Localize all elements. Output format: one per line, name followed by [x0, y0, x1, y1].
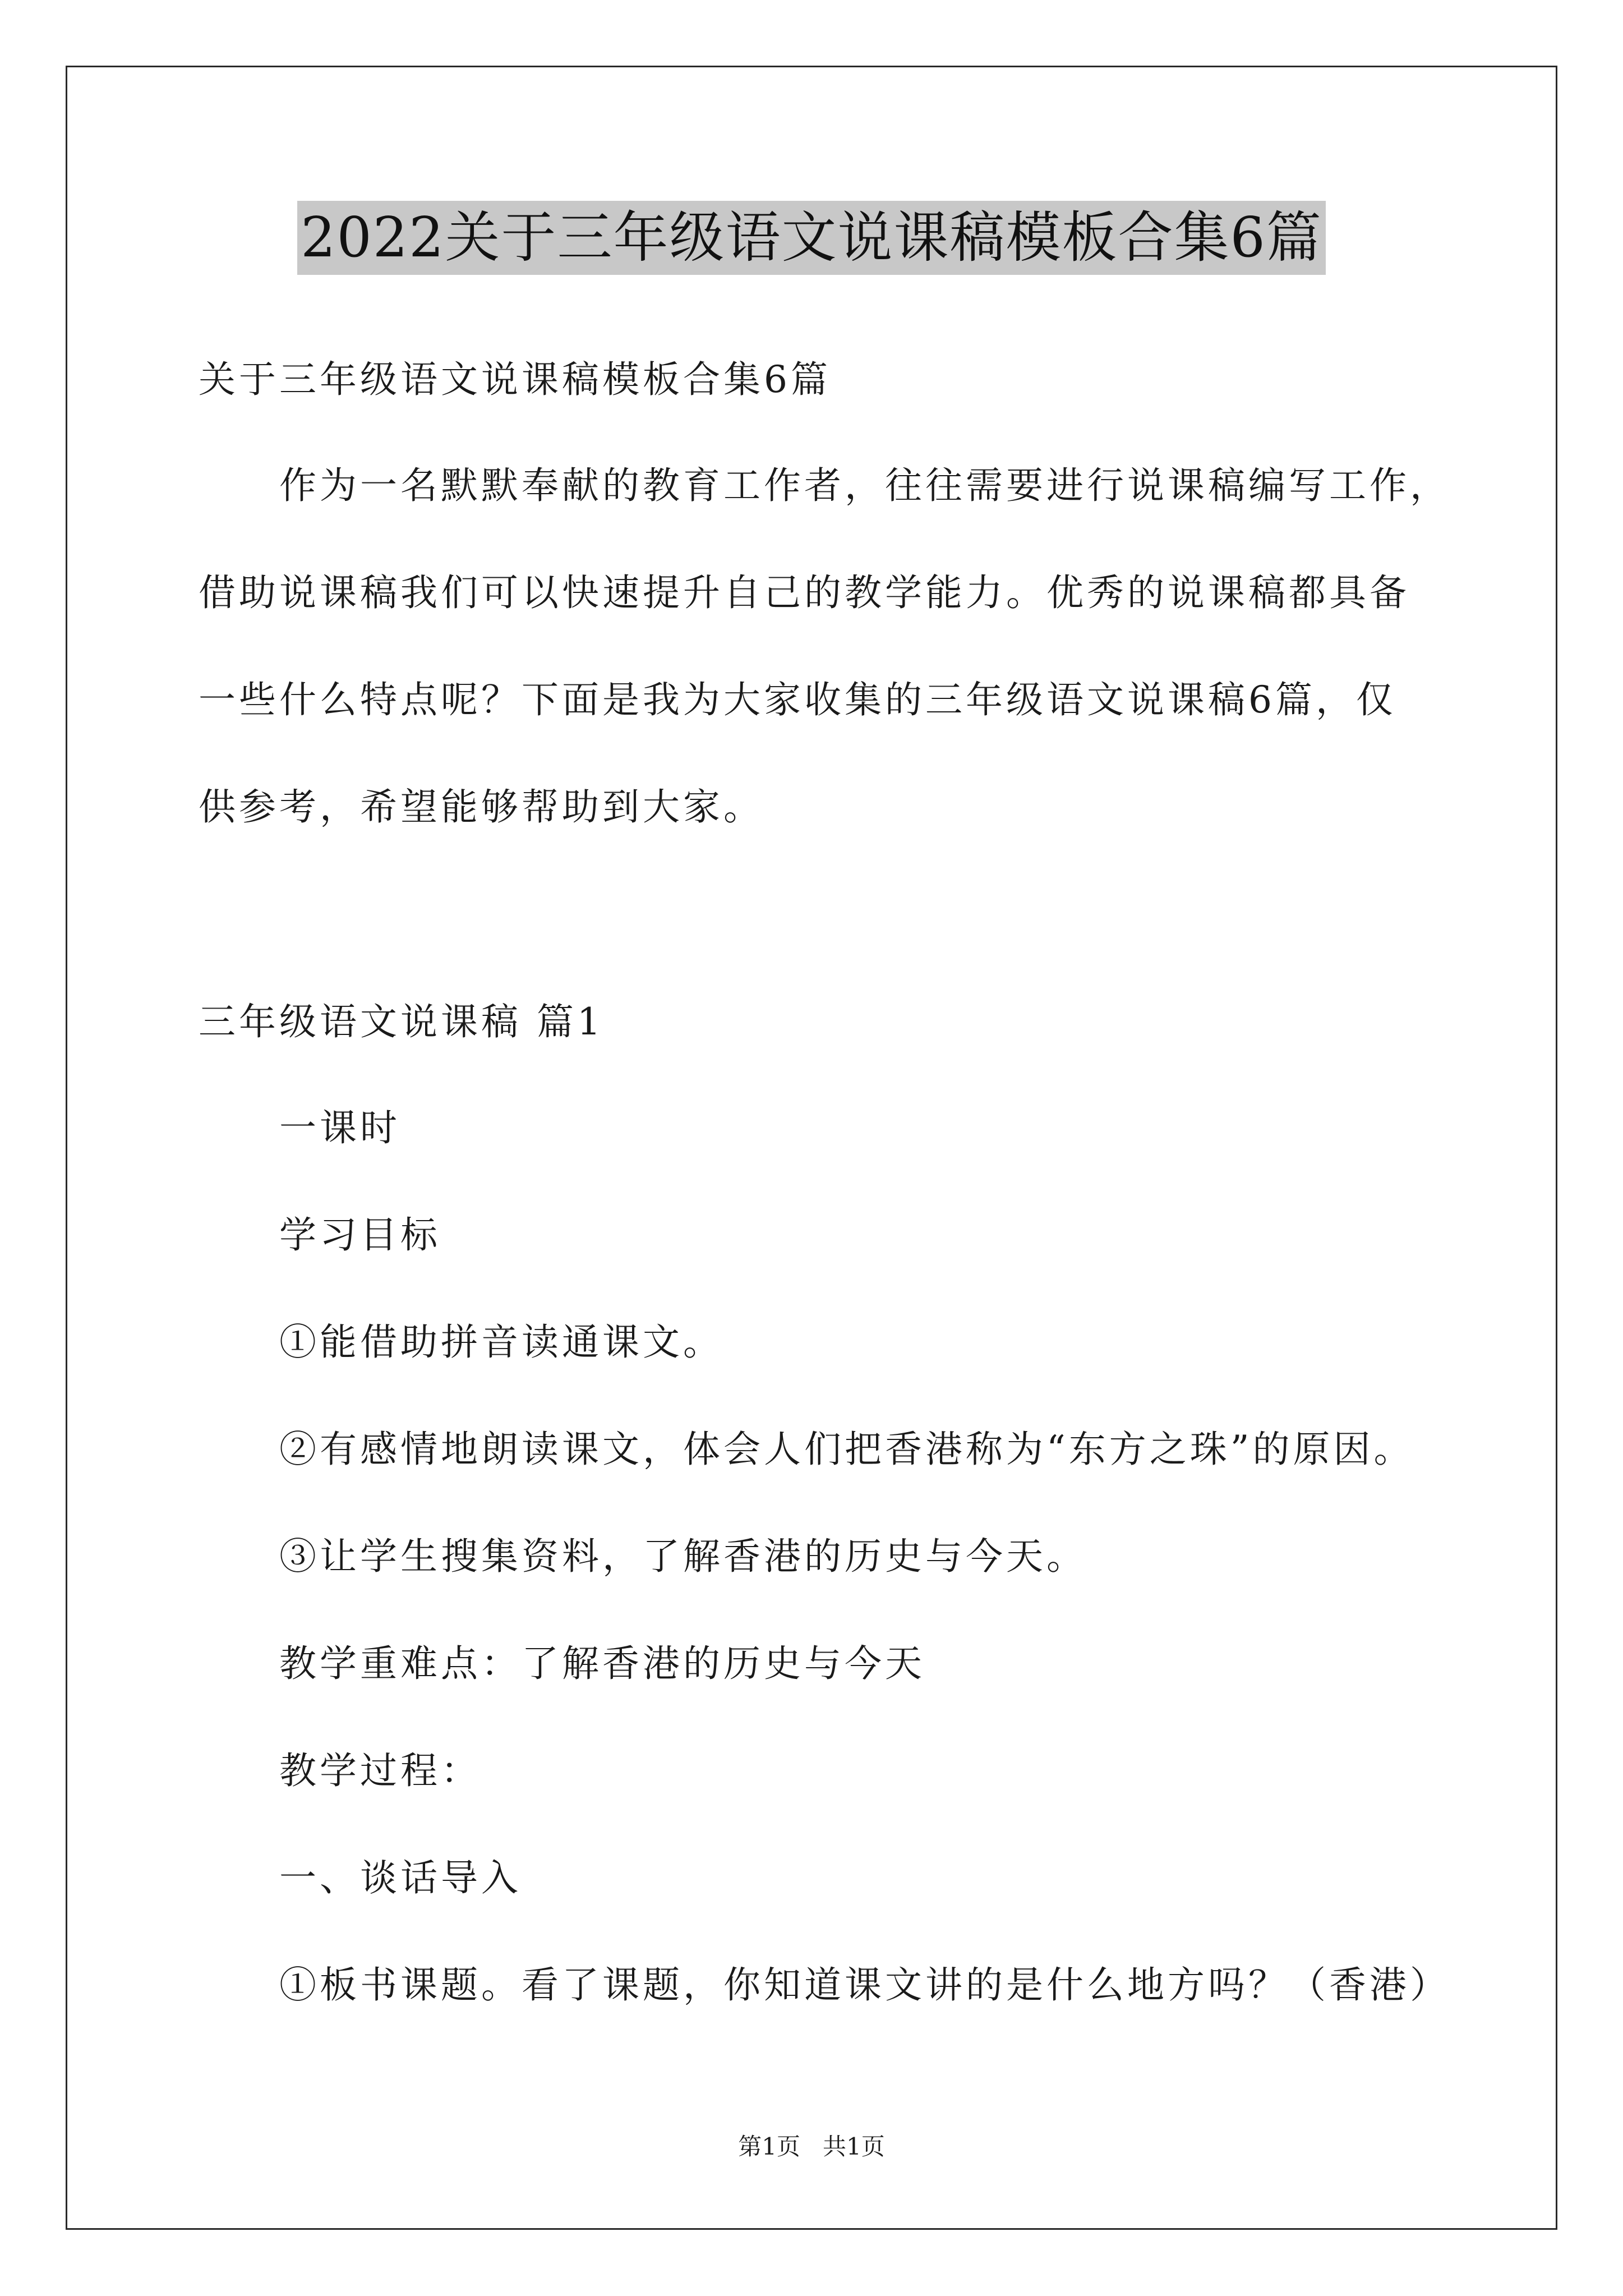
body-line-objectives-heading: 学习目标 — [279, 1213, 441, 1257]
body-line-step-1-detail: ①板书课题。看了课题，你知道课文讲的是什么地方吗？（香港） — [279, 1963, 1450, 2007]
intro-line-3: 一些什么特点呢？下面是我为大家收集的三年级语文说课稿6篇，仅 — [199, 678, 1396, 721]
document-subtitle: 关于三年级语文说课稿模板合集6篇 — [199, 358, 831, 401]
body-line-lesson-count: 一课时 — [279, 1106, 400, 1149]
intro-line-4: 供参考，希望能够帮助到大家。 — [199, 785, 764, 829]
page-number: 第1页 — [738, 2133, 800, 2160]
intro-line-2: 借助说课稿我们可以快速提升自己的教学能力。优秀的说课稿都具备 — [199, 571, 1410, 614]
body-line-objective-2: ②有感情地朗读课文，体会人们把香港称为“东方之珠”的原因。 — [279, 1428, 1414, 1471]
intro-line-1: 作为一名默默奉献的教育工作者，往往需要进行说课稿编写工作， — [279, 464, 1450, 507]
page-total: 共1页 — [823, 2133, 885, 2160]
document-title: 2022关于三年级语文说课稿模板合集6篇 — [297, 201, 1326, 275]
body-line-key-points: 教学重难点：了解香港的历史与今天 — [279, 1642, 925, 1685]
section-heading: 三年级语文说课稿 篇1 — [199, 1000, 604, 1043]
title-container — [0, 201, 1623, 275]
page-footer — [0, 2132, 1623, 2162]
body-line-objective-3: ③让学生搜集资料，了解香港的历史与今天。 — [279, 1535, 1087, 1578]
body-line-process-heading: 教学过程： — [279, 1749, 481, 1792]
body-line-objective-1: ①能借助拼音读通课文。 — [279, 1320, 723, 1364]
body-line-step-1: 一、谈话导入 — [279, 1856, 522, 1899]
